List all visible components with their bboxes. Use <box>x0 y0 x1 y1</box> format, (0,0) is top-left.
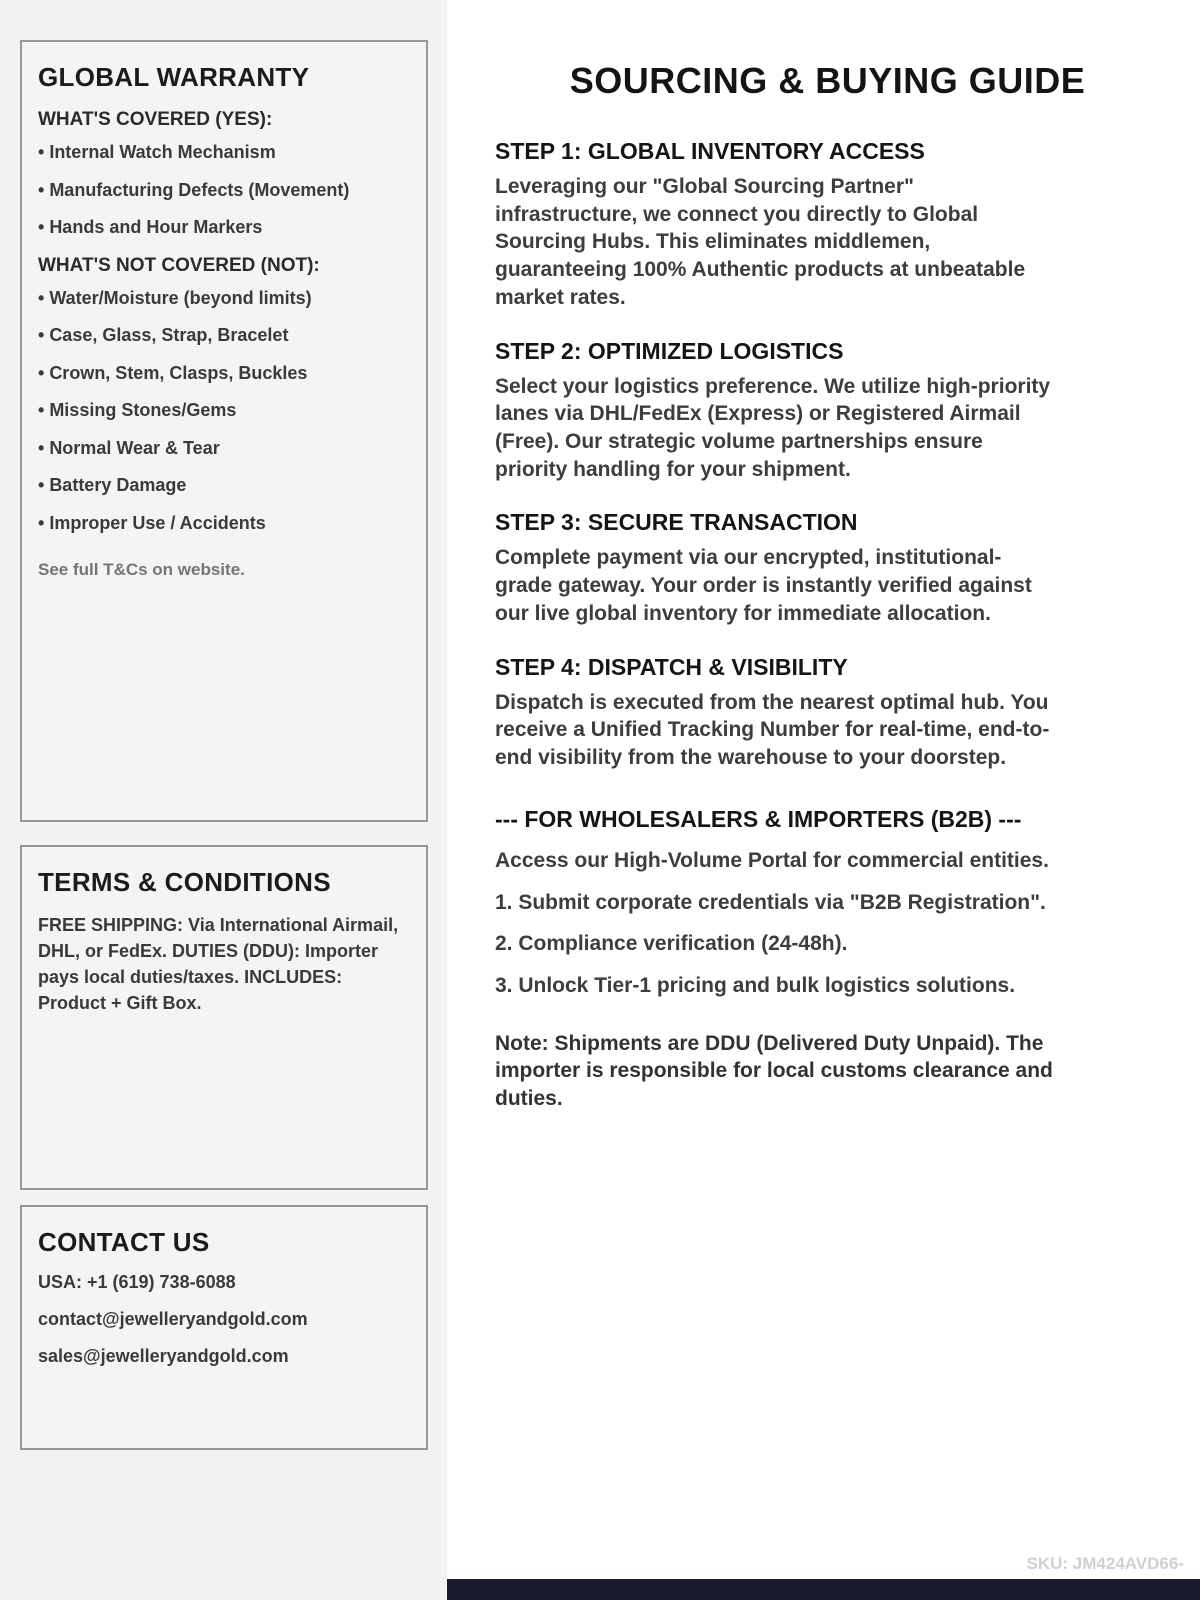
b2b-intro: Access our High-Volume Portal for commercial entities. <box>495 848 1049 872</box>
list-item: • Normal Wear & Tear <box>38 437 410 460</box>
terms-body: FREE SHIPPING: Via International Airmail, DHL, or FedEx. DUTIES (DDU): Importer pays local duties/taxes. INCLUDES: Product + Gift Box. <box>38 915 399 1014</box>
b2b-heading: --- FOR WHOLESALERS & IMPORTERS (B2B) --- <box>495 805 1022 832</box>
step-heading: STEP 1: GLOBAL INVENTORY ACCESS <box>495 138 925 164</box>
step-3 <box>495 509 1160 627</box>
warranty-panel <box>20 40 428 822</box>
covered-title: WHAT'S COVERED (YES): <box>38 109 273 130</box>
list-item: • Internal Watch Mechanism <box>38 141 410 164</box>
covered-list <box>38 141 410 239</box>
b2b-item: 2. Compliance verification (24-48h). <box>495 932 848 956</box>
main-content <box>447 0 1200 1600</box>
step-body: Select your logistics preference. We utilize high-priority lanes via DHL/FedEx (Express) or Registered Airmail (Free). Our strategic volume partnerships ensure priority handling for your shipment. <box>495 374 1051 481</box>
bottom-bar <box>447 1579 1200 1600</box>
b2b-item: 3. Unlock Tier-1 pricing and bulk logistics solutions. <box>495 973 1016 997</box>
contact-email-sales: sales@jewelleryandgold.com <box>38 1346 289 1366</box>
step-4 <box>495 654 1160 772</box>
list-item: • Missing Stones/Gems <box>38 399 410 422</box>
contact-email-primary: contact@jewelleryandgold.com <box>38 1309 308 1329</box>
page-title: SOURCING & BUYING GUIDE <box>569 60 1086 101</box>
step-body: Leveraging our "Global Sourcing Partner" infrastructure, we connect you directly to Global Sourcing Hubs. This eliminates middlemen, guaranteeing 100% Authentic products at unbeatable market rates. <box>495 175 1026 309</box>
step-heading: STEP 3: SECURE TRANSACTION <box>495 509 858 536</box>
sku-label: SKU: JM424AVD66- <box>1026 1554 1184 1573</box>
not-covered-list <box>38 287 410 535</box>
contact-panel <box>20 1205 428 1450</box>
b2b-note: Note: Shipments are DDU (Delivered Duty Unpaid). The importer is responsible for local customs clearance and duties. <box>495 1031 1053 1111</box>
list-item: • Crown, Stem, Clasps, Buckles <box>38 362 410 385</box>
not-covered-title: WHAT'S NOT COVERED (NOT): <box>38 254 320 276</box>
list-item: • Manufacturing Defects (Movement) <box>38 179 410 202</box>
terms-panel <box>20 845 428 1190</box>
step-body: Complete payment via our encrypted, institutional-grade gateway. Your order is instantly verified against our live global inventory for immediate allocation. <box>495 546 1032 625</box>
terms-title: TERMS & CONDITIONS <box>38 867 331 897</box>
step-body: Dispatch is executed from the nearest optimal hub. You receive a Unified Tracking Number for real-time, end-to-end visibility from the warehouse to your doorstep. <box>495 690 1050 770</box>
warranty-title: GLOBAL WARRANTY <box>38 62 310 92</box>
contact-phone: USA: +1 (619) 738-6088 <box>38 1272 236 1292</box>
sidebar <box>0 0 447 1600</box>
list-item: • Improper Use / Accidents <box>38 512 410 535</box>
warranty-footnote: See full T&Cs on website. <box>38 560 245 579</box>
b2b-item: 1. Submit corporate credentials via "B2B Registration". <box>495 890 1046 914</box>
list-item: • Water/Moisture (beyond limits) <box>38 287 410 310</box>
list-item: • Battery Damage <box>38 474 410 497</box>
step-1 <box>495 138 1160 312</box>
list-item: • Hands and Hour Markers <box>38 216 410 239</box>
step-heading: STEP 4: DISPATCH & VISIBILITY <box>495 653 848 680</box>
contact-title: CONTACT US <box>38 1227 210 1257</box>
step-2 <box>495 338 1160 484</box>
list-item: • Case, Glass, Strap, Bracelet <box>38 324 410 347</box>
step-heading: STEP 2: OPTIMIZED LOGISTICS <box>495 337 844 364</box>
